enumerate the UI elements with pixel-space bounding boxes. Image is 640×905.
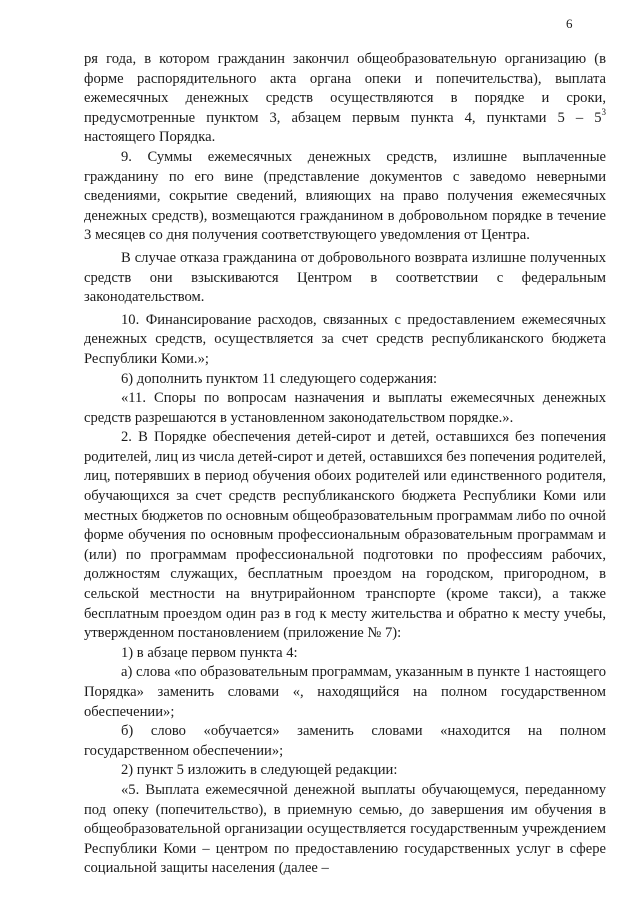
paragraph-subitem-b: б) слово «обучается» заменить словами «находится на полном государственном обеспечении»; [84,723,606,759]
paragraph-item-11: «11. Споры по вопросам назначения и выплаты ежемесячных денежных средств разрешаются в установленном законодательством порядке.». [84,390,606,426]
paragraph-section-2: 2. В Порядке обеспечения детей-сирот и детей, оставшихся без попечения родителей, лиц из числа детей-сирот и детей, оставшихся без попечения родителей, лиц, потерявших в период обучения обоих родителей или единственного родителя, обучающихся за счет средств республиканского бюджета Республики Коми или местных бюджетов по основным общеобразовательным программам либо по очной форме обучения по основным профессиональным образовательным программам и (или) по программам профессиональной подготовки по профессиям рабочих, должностям служащих, бесплатным проездом на городском, пригородном, в сельской местности на внутрирайонном транспорте (кроме такси), а также бесплатным проездом один раз в год к месту жительства и обратно к месту учебы, утвержденном постановлением (приложение № 7): [84,429,606,642]
document-body [84,50,606,879]
paragraph-subitem-a: а) слова «по образовательным программам, указанным в пункте 1 настоящего Порядка» заменить словами «, находящийся на полном государственном обеспечении»; [84,664,606,720]
paragraph-item-9: 9. Суммы ежемесячных денежных средств, излишне выплаченные гражданину по его вине (представление документов с заведомо неверными сведениями, сокрытие сведений, влияющих на право получения ежемесячных денежных средств), возмещаются гражданином в добровольном порядке в течение 3 месяцев со дня получения соответствующего уведомления от Центра. [84,148,606,244]
paragraph-continuation [84,50,606,148]
paragraph-text: ря года, в котором гражданин закончил общеобразовательную организацию (в форме распорядительного акта органа опеки и попечительства), выплата ежемесячных денежных средств осуществляются в порядке и сроки, предусмотренные пунктом 3, абзацем первым пункта 4, пунктами 5 – 5 [84,51,606,126]
paragraph-subitem-1: 1) в абзаце первом пункта 4: [121,644,298,661]
page-number: 6 [566,16,573,31]
paragraph-subitem-2: 2) пункт 5 изложить в следующей редакции: [121,762,398,779]
superscript: 3 [601,106,606,117]
paragraph-item-5: «5. Выплата ежемесячной денежной выплаты обучающемуся, переданному под опеку (попечительство), в приемную семью, до завершения им обучения в общеобразовательной организации осуществляется государственным учреждением Республики Коми – центром по предоставлению государственных услуг в сфере социальной защиты населения (далее – [84,781,606,877]
paragraph-refusal: В случае отказа гражданина от добровольного возврата излишне полученных средств они взыскиваются Центром в соответствии с федеральным законодательством. [84,249,606,306]
paragraph-amend-6: 6) дополнить пунктом 11 следующего содержания: [121,370,438,387]
paragraph-text-tail: настоящего Порядка. [84,129,216,146]
paragraph-item-10: 10. Финансирование расходов, связанных с предоставлением ежемесячных денежных средств, осуществляется за счет средств республиканского бюджета Республики Коми.»; [84,311,606,367]
